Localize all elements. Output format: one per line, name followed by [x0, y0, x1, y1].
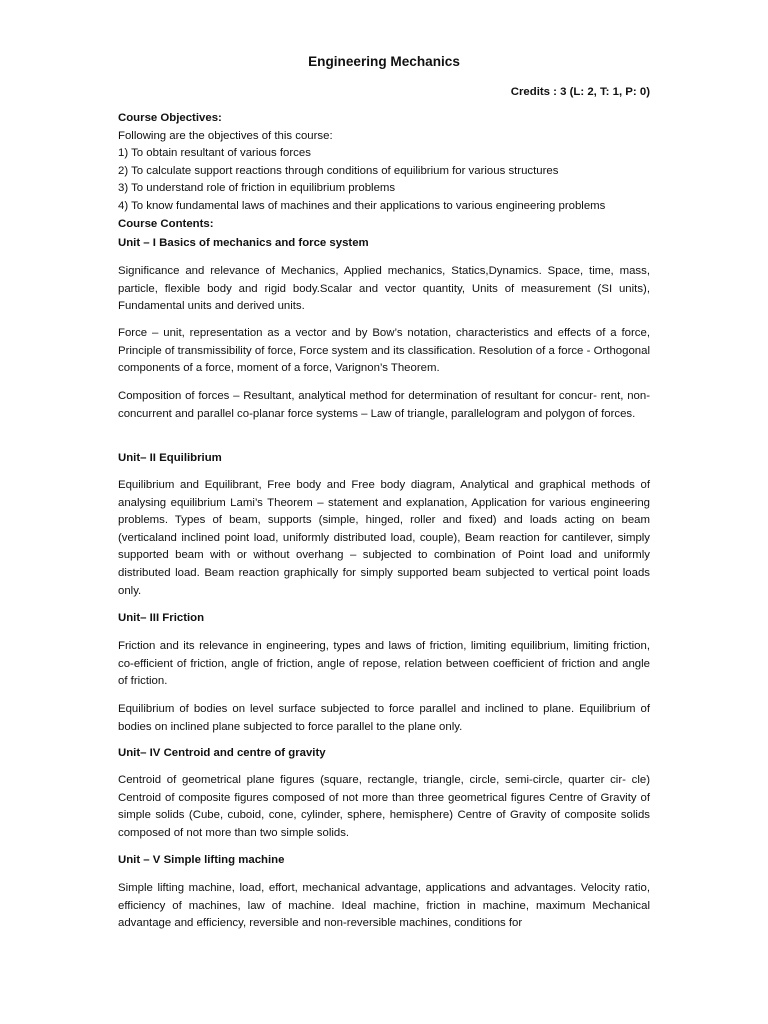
course-objectives-section [118, 110, 650, 233]
unit-5-heading: Unit – V Simple lifting machine [118, 854, 285, 866]
unit-2-heading: Unit– II Equilibrium [118, 452, 222, 464]
objectives-intro: Following are the objectives of this course: [118, 129, 333, 142]
course-contents-heading: Course Contents: [118, 217, 214, 230]
objective-item: 4) To know fundamental laws of machines and their applications to various engineering problems [118, 199, 606, 212]
unit-1-paragraph: Composition of forces – Resultant, analytical method for determination of resultant for concur- rent, non-concurrent and parallel co-planar force systems – Law of triangle, parallelogram and polygon of forces. [118, 390, 650, 420]
unit-1-paragraph: Significance and relevance of Mechanics, Applied mechanics, Statics,Dynamics. Space, time, mass, particle, flexible body and rigid body.Scalar and vector quantity, Units of measurement (SI units), Fundamental units and derived units. [118, 265, 650, 313]
unit-3-paragraph: Equilibrium of bodies on level surface subjected to force parallel and inclined to plane. Equilibrium of bodies on inclined plane subjected to force parallel to the plane only. [118, 703, 650, 733]
unit-3-paragraph: Friction and its relevance in engineering, types and laws of friction, limiting equilibrium, limiting friction, co-efficient of friction, angle of friction, angle of repose, relation between coefficient of friction and angle of friction. [118, 640, 650, 688]
unit-3-heading: Unit– III Friction [118, 612, 205, 624]
objective-item: 2) To calculate support reactions through conditions of equilibrium for various structures [118, 164, 559, 177]
unit-4-heading: Unit– IV Centroid and centre of gravity [118, 747, 326, 759]
unit-2-paragraph: Equilibrium and Equilibrant, Free body and Free body diagram, Analytical and graphical methods of analysing equilibrium Lami’s Theorem – statement and explanation, Application for various engineering problems. Types of beam, supports (simple, hinged, roller and fixed) and loads acting on beam (verticaland inclined point load, uniformly distributed load, couple), Beam reaction for cantilever, simply supported beam with or without overhang – subjected to combination of Point load and uniformly distributed load. Beam reaction graphically for simply supported beam subjected to vertical point loads only. [118, 479, 650, 597]
credits-line: Credits : 3 (L: 2, T: 1, P: 0) [510, 86, 650, 98]
objective-item: 3) To understand role of friction in equilibrium problems [118, 182, 396, 195]
unit-1-paragraph: Force – unit, representation as a vector and by Bow’s notation, characteristics and effects of a force, Principle of transmissibility of force, Force system and its classification. Resolution of a force - Orthogonal components of a force, moment of a force, Varignon’s Theorem. [118, 327, 650, 375]
unit-4-paragraph: Centroid of geometrical plane figures (square, rectangle, triangle, circle, semi-circle, quarter cir- cle) Centroid of composite figures composed of not more than three geometrical figures Centre of Gravity of simple solids (Cube, cuboid, cone, cylinder, sphere, hemisphere) Centre of Gravity of composite solids composed of not more than two simple solids. [118, 774, 650, 839]
unit-1-heading: Unit – I Basics of mechanics and force system [118, 237, 369, 249]
objective-item: 1) To obtain resultant of various forces [118, 147, 311, 160]
document-title: Engineering Mechanics [308, 54, 460, 69]
objectives-heading: Course Objectives: [118, 112, 222, 124]
unit-5-paragraph: Simple lifting machine, load, effort, mechanical advantage, applications and advantages. Velocity ratio, efficiency of machines, law of machine. Ideal machine, friction in machine, maximum Mechanical advantage and efficiency, reversible and non-reversible machines, conditions for [118, 882, 650, 930]
